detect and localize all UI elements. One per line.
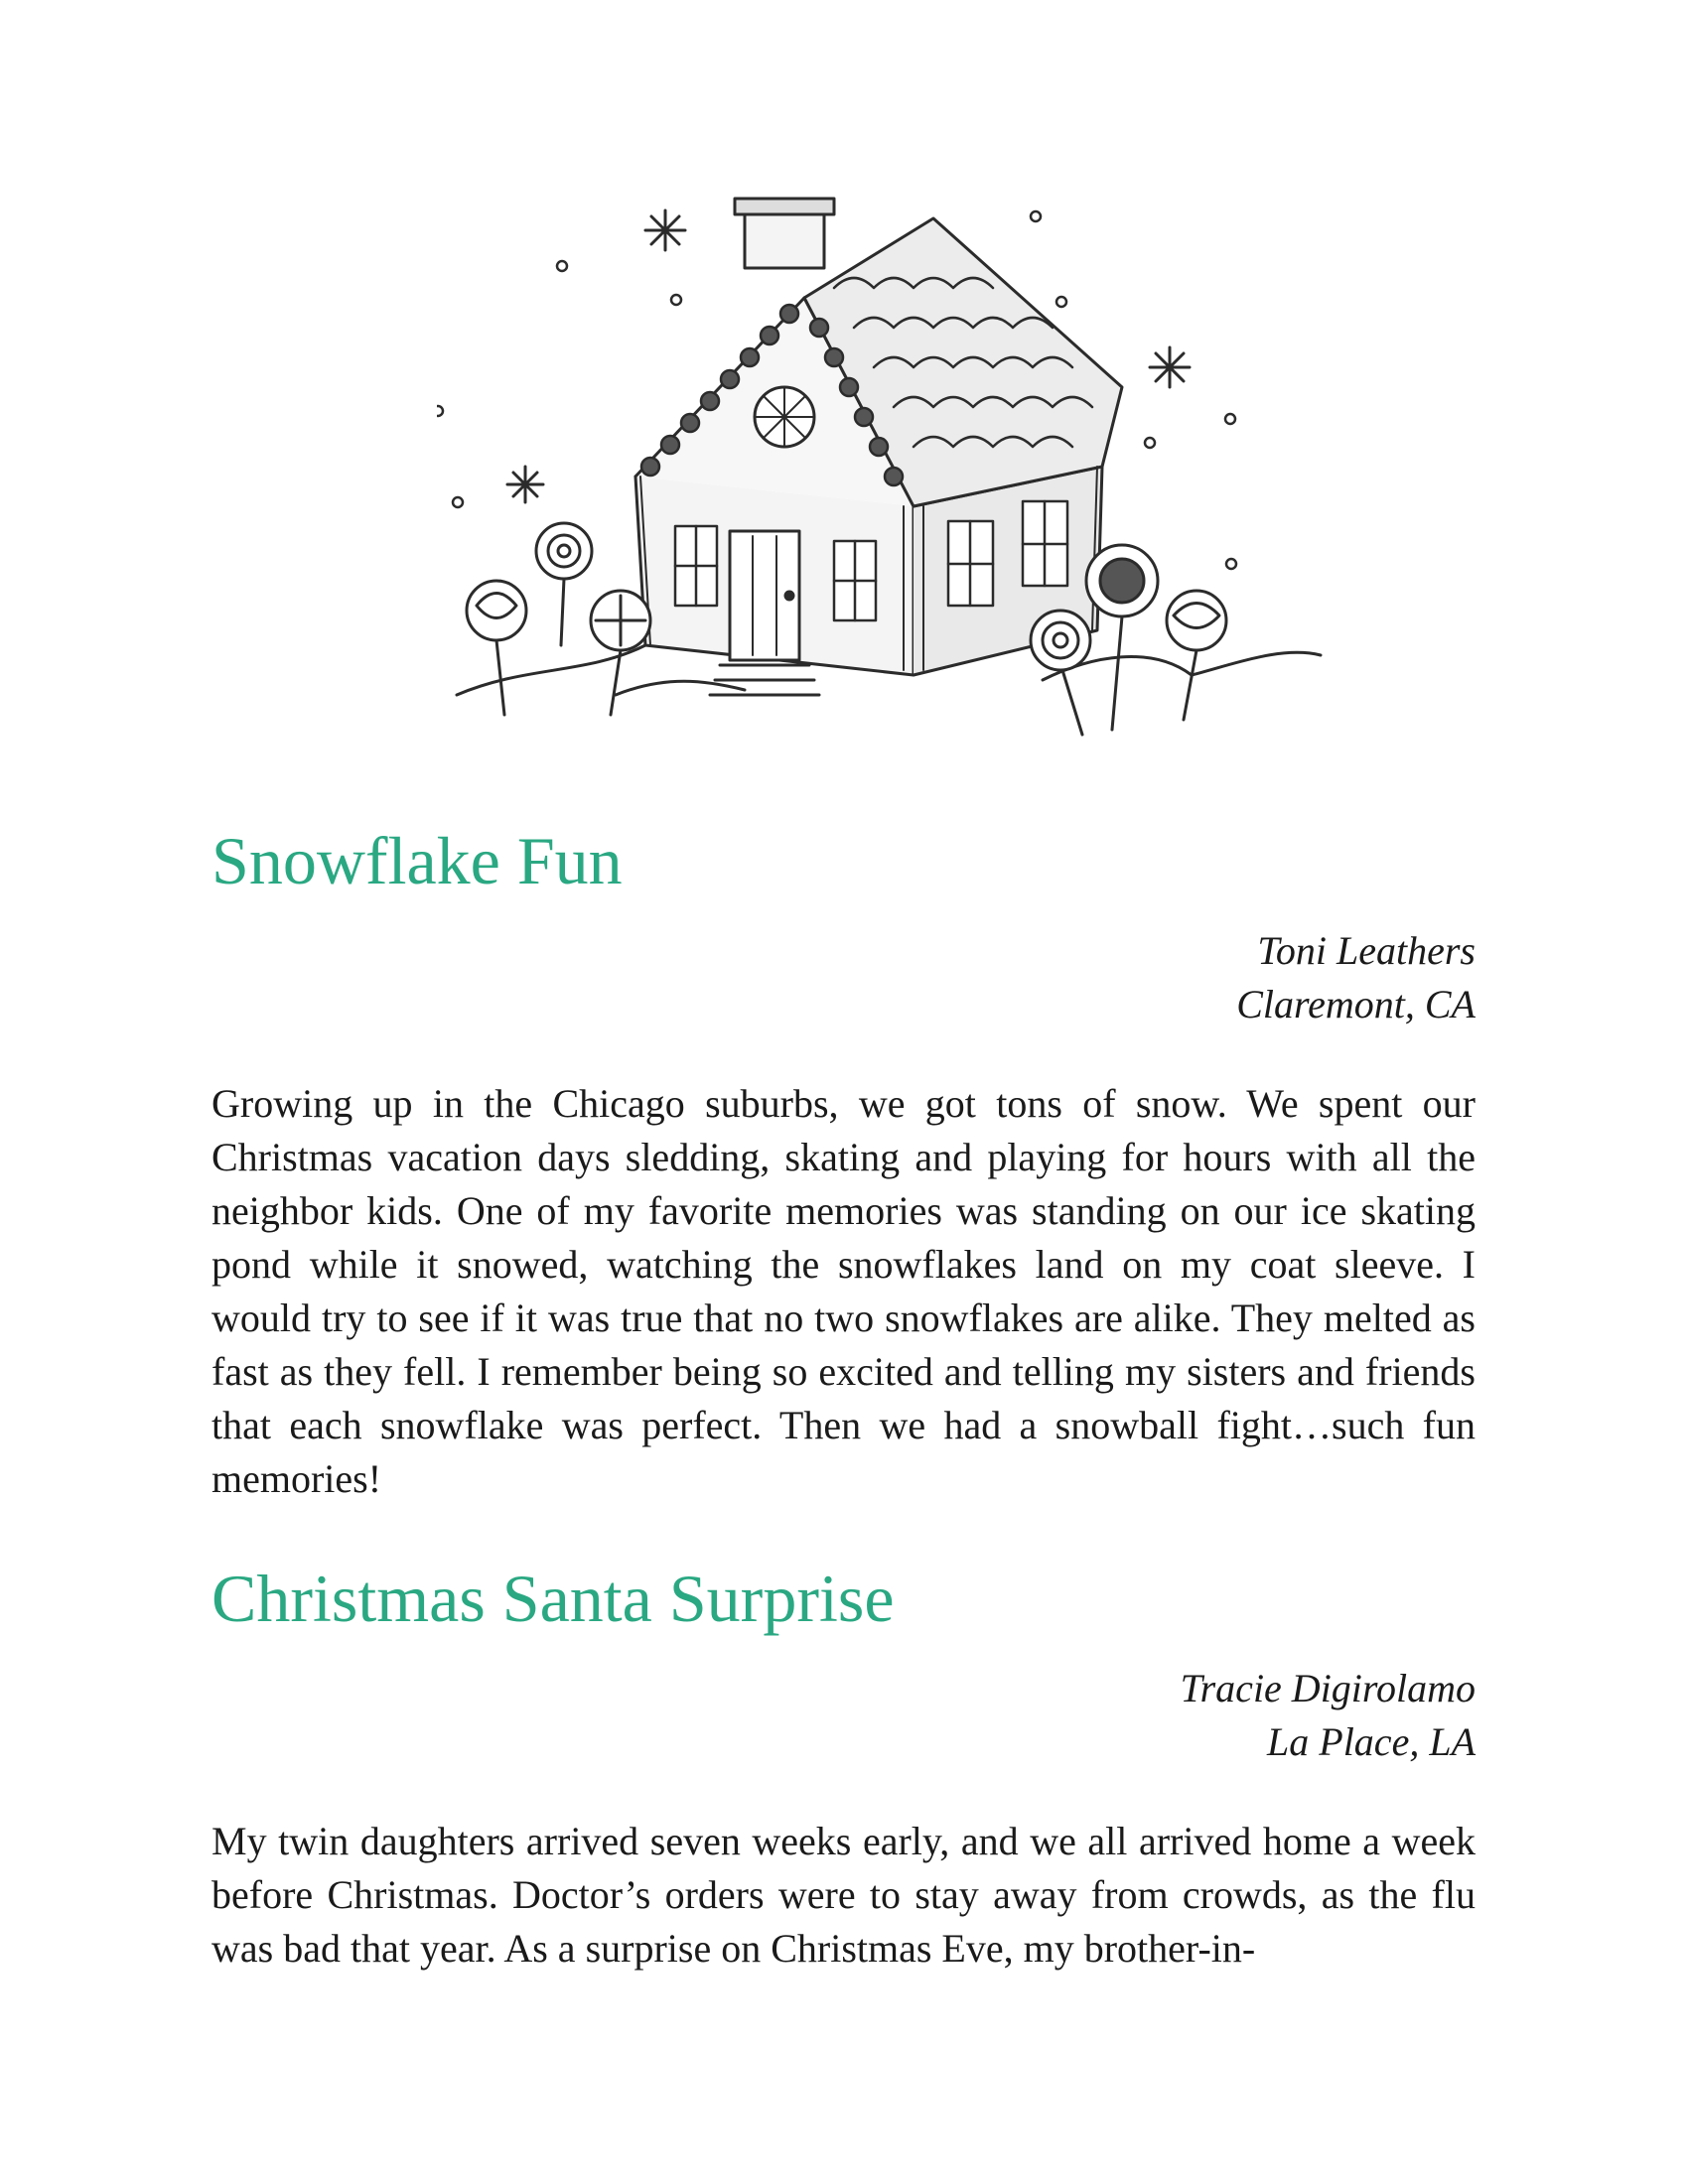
lollipop-icon [1086,545,1158,730]
snowflake-icon [645,210,685,250]
story-location: Claremont, CA [1236,981,1476,1026]
lollipop-icon [536,523,592,645]
story-title: Christmas Santa Surprise [211,1561,895,1636]
snowflake-icon [1150,347,1190,387]
lollipop-icon [467,581,526,715]
story-author: Toni Leathers [1257,927,1476,973]
lollipop-icon [1167,591,1226,720]
story-section [211,1562,1476,1976]
story-byline [211,1662,1476,1769]
story-location: La Place, LA [1267,1718,1476,1764]
story-byline [211,924,1476,1031]
lollipop-icon [591,591,650,715]
story-author: Tracie Digirolamo [1180,1665,1476,1710]
story-body: My twin daughters arrived seven weeks early, and we all arrived home a week before Christmas. Doctor’s orders were to stay away from crowds, as the flu was bad that year. As a surprise on Christmas Eve, my brother-in- [211,1818,1476,1971]
snowflake-icon [507,467,543,502]
story-body: Growing up in the Chicago suburbs, we got tons of snow. We spent our Christmas vacation days sledding, skating and playing for hours with all the neighbor kids. One of my favorite memories was standing on our ice skating pond while it snowed, watching the snowflakes land on my coat sleeve. I would try to see if it was true that no two snowflakes are alike. They melted as fast as they fell. I remember being so excited and telling my sisters and friends that each snowflake was perfect. Then we had a snowball fight…such fun memories! [211,1080,1476,1501]
gingerbread-house-illustration [437,179,1331,754]
story-title: Snowflake Fun [211,823,623,898]
story-section [211,824,1476,1506]
